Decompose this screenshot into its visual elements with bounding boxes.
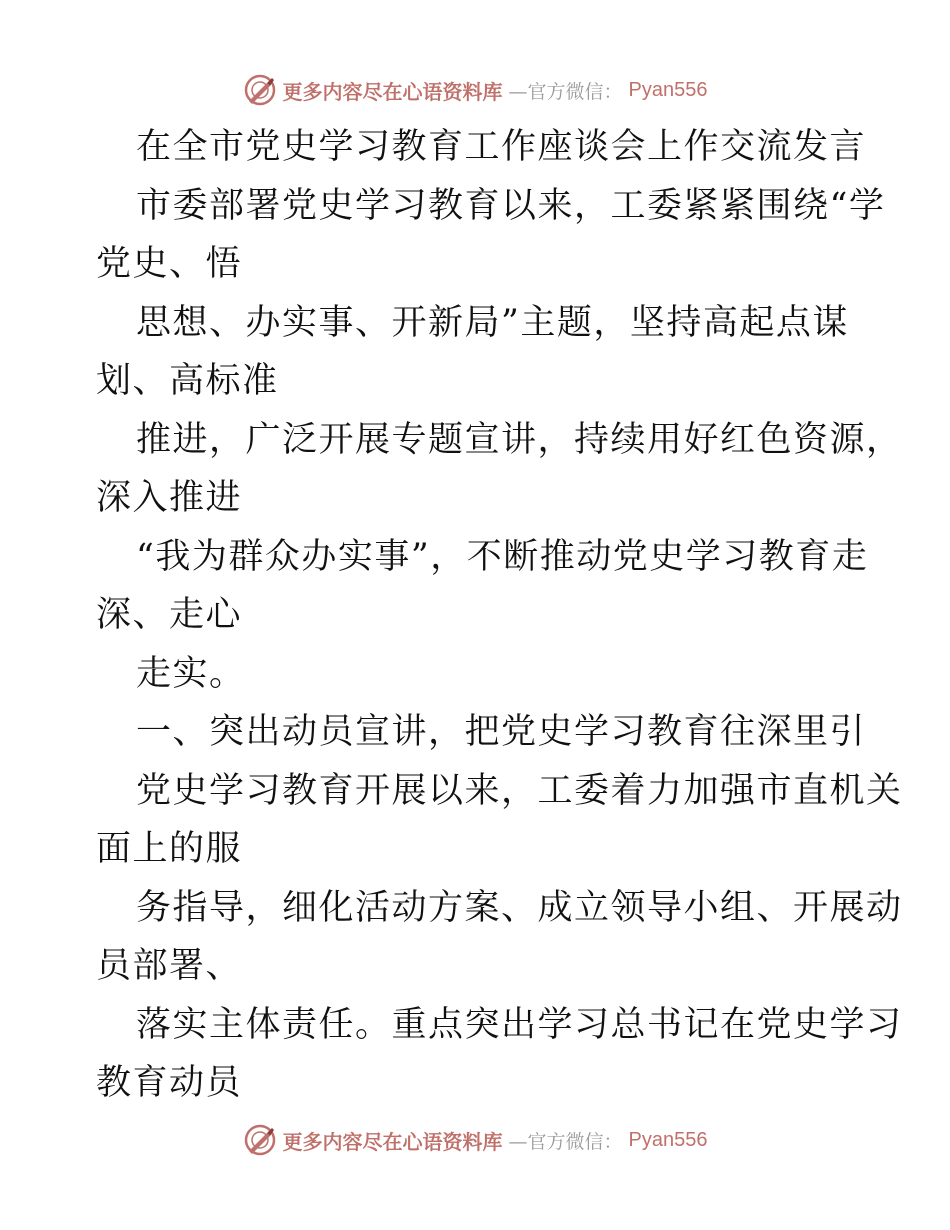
- paragraph-line: 划、高标准: [96, 361, 279, 401]
- paragraph-line: 面上的服: [96, 829, 243, 869]
- paragraph-line: 党史、悟: [96, 244, 243, 284]
- paragraph-line: 教育动员: [96, 1063, 243, 1103]
- paragraph-line: 深入推进: [96, 478, 243, 518]
- paragraph-line: 务指导，细化活动方案、成立领导小组、开展动: [136, 887, 903, 928]
- banner-main-text: 更多内容尽在心语资料库: [282, 1129, 503, 1154]
- paragraph-line: 员部署、: [96, 946, 243, 986]
- paragraph-line: “我为群众办实事”，不断推动党史学习教育走: [136, 536, 869, 577]
- banner-main-text: 更多内容尽在心语资料库: [282, 79, 503, 104]
- paragraph-line: 市委部署党史学习教育以来，工委紧紧围绕“学: [136, 185, 886, 226]
- banner-wechat-id: Pyan556: [628, 78, 708, 101]
- paragraph-line: 落实主体责任。重点突出学习总书记在党史学习: [136, 1004, 903, 1045]
- footer-watermark-banner: [0, 1118, 950, 1162]
- paragraph-line: 党史学习教育开展以来，工委着力加强市直机关: [136, 770, 903, 811]
- document-title: 在全市党史学习教育工作座谈会上作交流发言: [136, 127, 867, 167]
- header-watermark-banner: [0, 68, 950, 112]
- section-heading: 一、突出动员宣讲，把党史学习教育往深里引: [136, 712, 867, 752]
- paragraph-line: 思想、办实事、开新局”主题，坚持高起点谋: [136, 302, 849, 343]
- banner-wechat-id: Pyan556: [628, 1128, 708, 1151]
- paragraph-line: 深、走心: [96, 595, 243, 635]
- paragraph-line: 走实。: [136, 653, 246, 694]
- document-body: [96, 118, 903, 1113]
- banner-sub-text: —官方微信：: [508, 80, 623, 103]
- paragraph-line: 推进，广泛开展专题宣讲，持续用好红色资源，: [136, 419, 903, 460]
- pen-logo-icon: [243, 73, 277, 107]
- pen-logo-icon: [243, 1123, 277, 1157]
- banner-sub-text: —官方微信：: [508, 1130, 623, 1153]
